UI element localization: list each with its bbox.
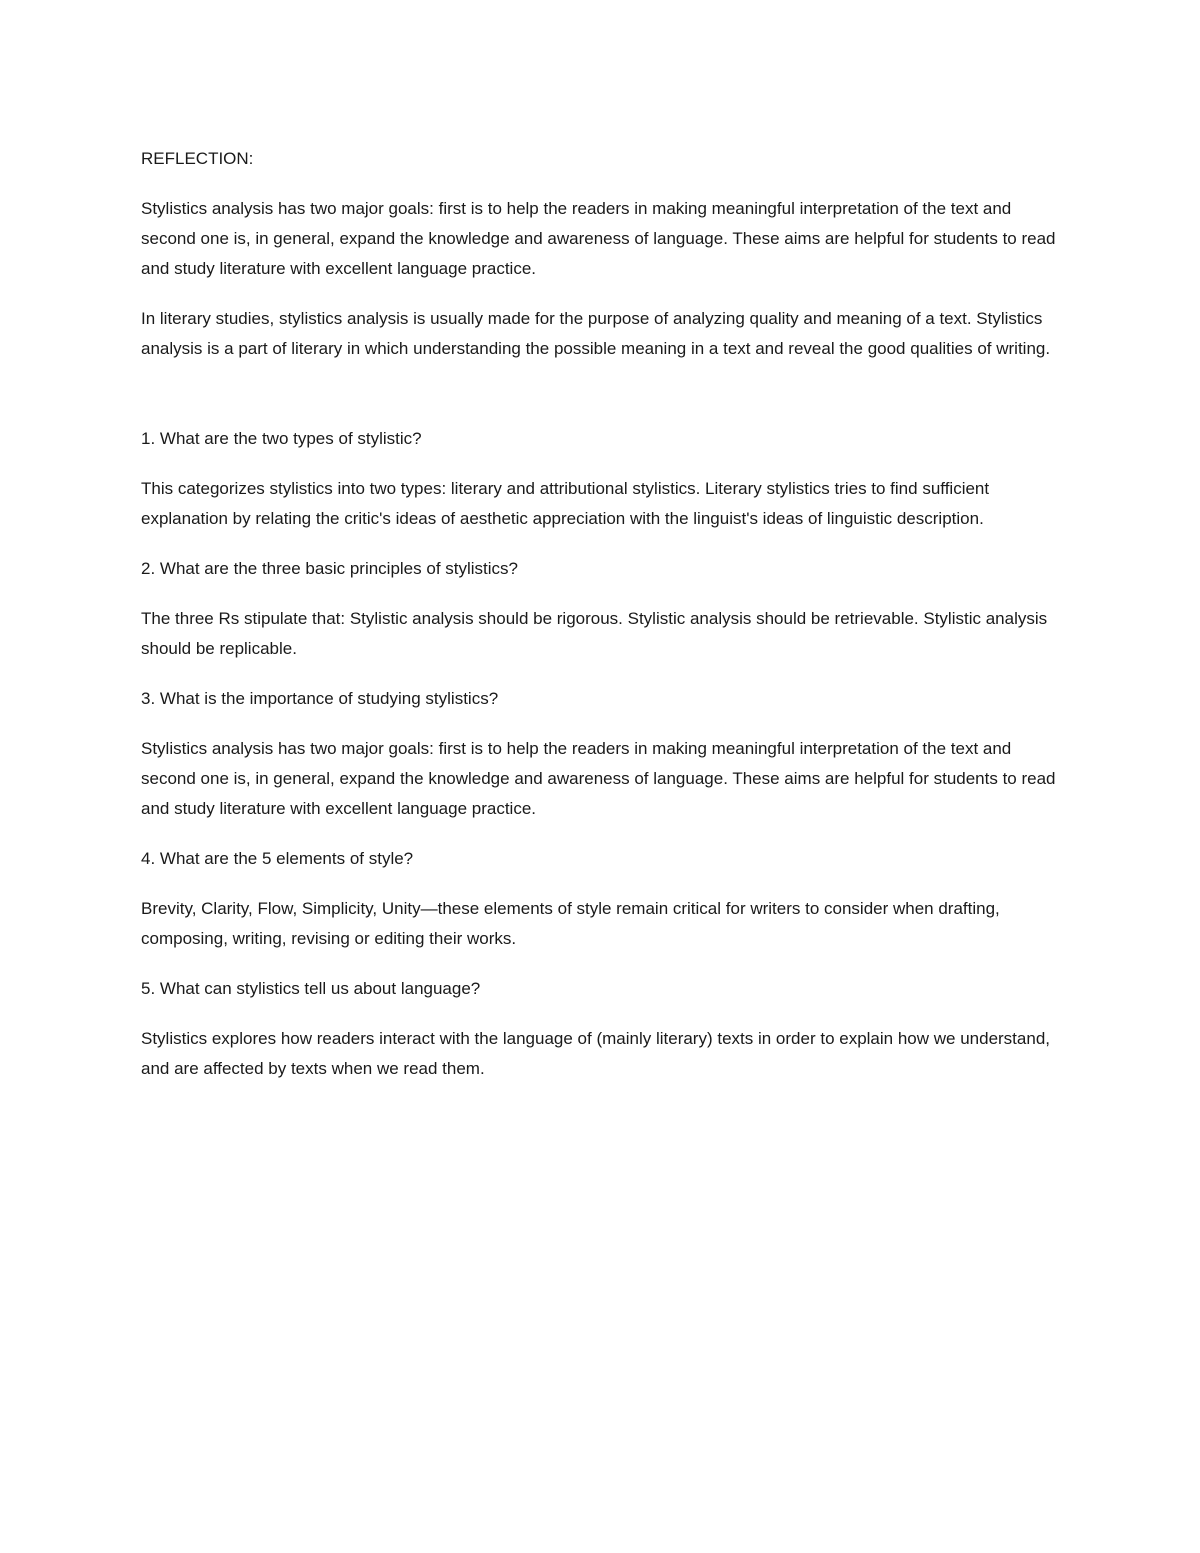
reflection-heading: REFLECTION: bbox=[141, 149, 254, 168]
question-4: 4. What are the 5 elements of style? bbox=[141, 849, 414, 868]
answer-5: Stylistics explores how readers interact with the language of (mainly literary) texts in order to explain how we understand, and are affected by texts when we read them. bbox=[141, 1029, 1050, 1078]
qa-list bbox=[141, 424, 1060, 1084]
question-2: 2. What are the three basic principles of stylistics? bbox=[141, 559, 518, 578]
question-5: 5. What can stylistics tell us about language? bbox=[141, 979, 481, 998]
intro-paragraph-1: Stylistics analysis has two major goals: first is to help the readers in making meaningful interpretation of the text and second one is, in general, expand the knowledge and awareness of language. These aims are helpful for students to read and study literature with excellent language practice. bbox=[141, 199, 1056, 278]
intro-paragraph-2: In literary studies, stylistics analysis is usually made for the purpose of analyzing quality and meaning of a text. Stylistics analysis is a part of literary in which understanding the possible meaning in a text and reveal the good qualities of writing. bbox=[141, 309, 1051, 358]
section-spacer bbox=[141, 384, 1060, 424]
question-3: 3. What is the importance of studying stylistics? bbox=[141, 689, 499, 708]
answer-2: The three Rs stipulate that: Stylistic analysis should be rigorous. Stylistic analysis should be retrievable. Stylistic analysis should be replicable. bbox=[141, 609, 1048, 658]
answer-1: This categorizes stylistics into two types: literary and attributional stylistics. Literary stylistics tries to find sufficient explanation by relating the critic's ideas of aesthetic appreciation with the linguist's ideas of linguistic description. bbox=[141, 479, 990, 528]
question-1: 1. What are the two types of stylistic? bbox=[141, 429, 422, 448]
answer-4: Brevity, Clarity, Flow, Simplicity, Unity—these elements of style remain critical for writers to consider when drafting, composing, writing, revising or editing their works. bbox=[141, 899, 1000, 948]
answer-3: Stylistics analysis has two major goals: first is to help the readers in making meaningful interpretation of the text and second one is, in general, expand the knowledge and awareness of language. These aims are helpful for students to read and study literature with excellent language practice. bbox=[141, 739, 1056, 818]
